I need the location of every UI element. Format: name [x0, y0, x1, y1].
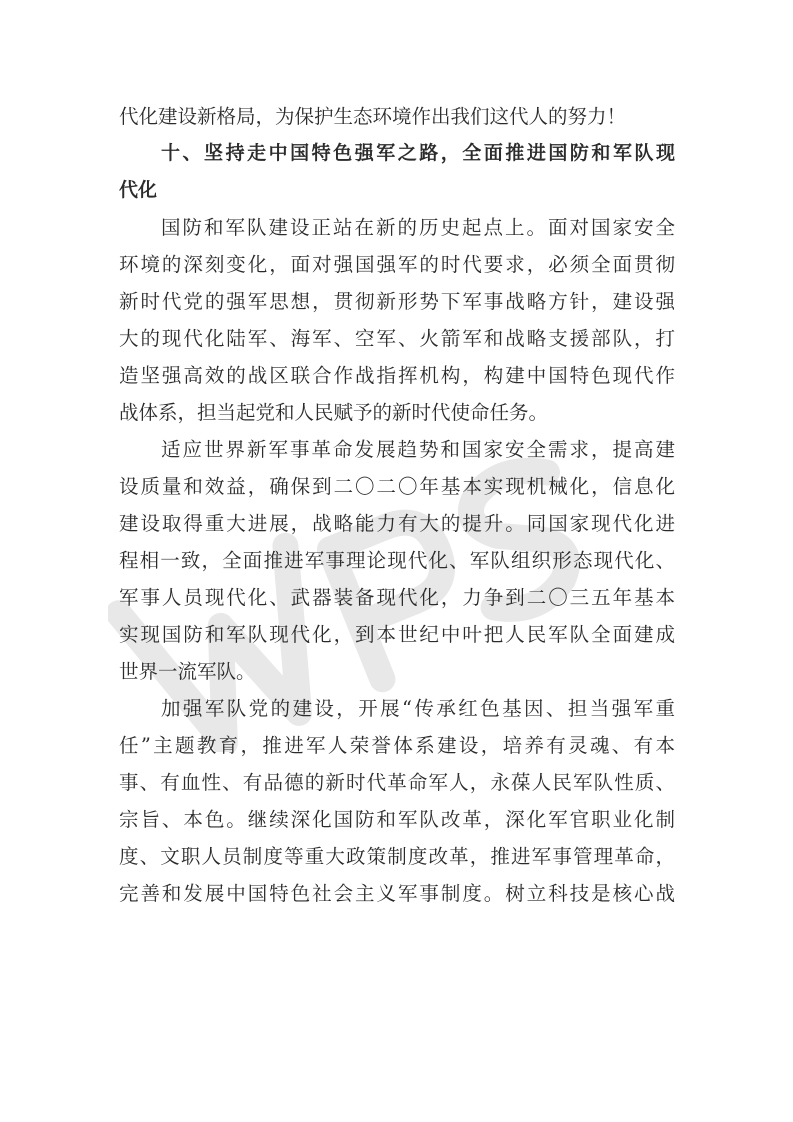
text-line: 宗旨、本色。继续深化国防和军队改革，深化军官职业化制	[119, 808, 675, 831]
text-line: 大的现代化陆军、海军、空军、火箭军和战略支援部队，打	[119, 327, 675, 350]
text-line: 完善和发展中国特色社会主义军事制度。树立科技是核心战	[119, 882, 675, 905]
text-line: 任”主题教育，推进军人荣誉体系建设，培养有灵魂、有本	[119, 734, 675, 757]
text-line: 军事人员现代化、武器装备现代化，力争到二〇三五年基本	[119, 586, 675, 609]
text-line: 事、有血性、有品德的新时代革命军人，永葆人民军队性质、	[119, 771, 675, 794]
text-line: 环境的深刻变化，面对强国强军的时代要求，必须全面贯彻	[119, 253, 675, 276]
text-line: 设质量和效益，确保到二〇二〇年基本实现机械化，信息化	[119, 475, 675, 498]
text-line: 世界一流军队。	[119, 660, 256, 683]
section-heading: 代化	[119, 179, 158, 201]
text-line: 建设取得重大进展，战略能力有大的提升。同国家现代化进	[119, 512, 675, 535]
text-line: 新时代党的强军思想，贯彻新形势下军事战略方针，建设强	[119, 290, 675, 313]
text-line: 国防和军队建设正站在新的历史起点上。面对国家安全	[161, 216, 675, 239]
text-line: 战体系，担当起党和人民赋予的新时代使命任务。	[119, 401, 549, 424]
document-body	[119, 98, 675, 912]
text-line: 代化建设新格局，为保护生态环境作出我们这代人的努力！	[119, 105, 627, 128]
text-line: 加强军队党的建设，开展“传承红色基因、担当强军重	[161, 697, 675, 720]
text-line: 度、文职人员制度等重大政策制度改革，推进军事管理革命，	[119, 845, 675, 868]
text-line: 实现国防和军队现代化，到本世纪中叶把人民军队全面建成	[119, 623, 675, 646]
text-line: 造坚强高效的战区联合作战指挥机构，构建中国特色现代作	[119, 364, 675, 387]
text-line: 程相一致，全面推进军事理论现代化、军队组织形态现代化、	[119, 549, 675, 572]
section-heading: 十、坚持走中国特色强军之路，全面推进国防和军队现	[161, 142, 675, 164]
text-line: 适应世界新军事革命发展趋势和国家安全需求，提高建	[161, 438, 675, 461]
